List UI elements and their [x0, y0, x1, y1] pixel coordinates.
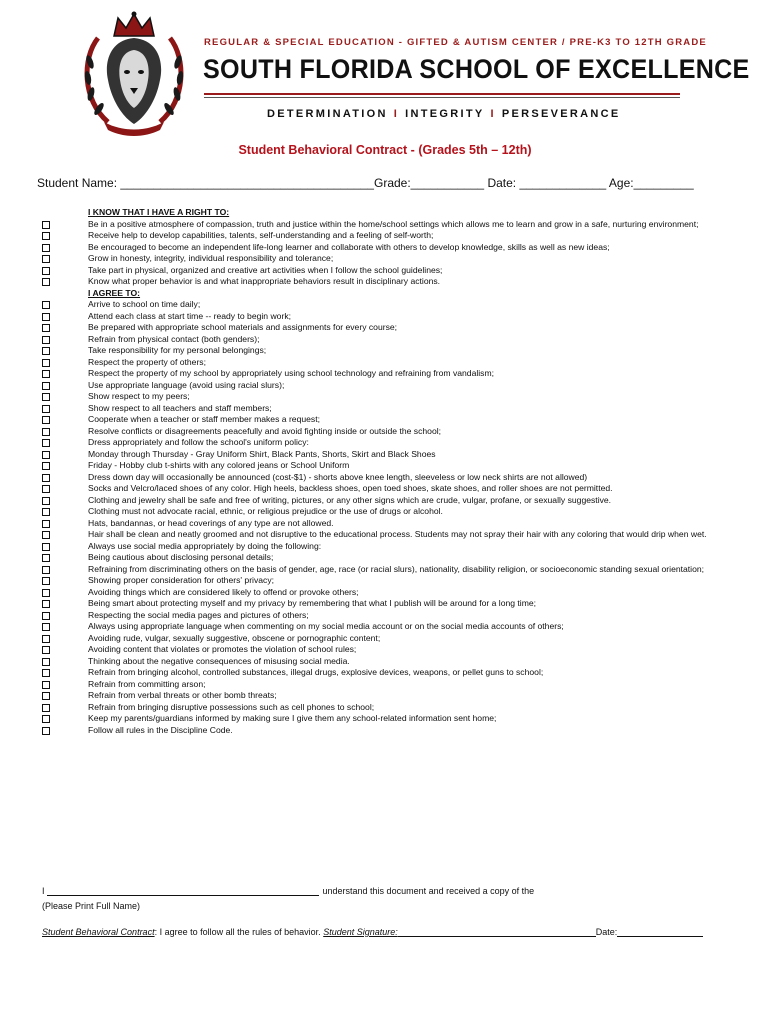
list-item	[42, 552, 762, 564]
checkbox[interactable]	[42, 520, 50, 528]
section-heading	[42, 288, 762, 300]
checkbox[interactable]	[42, 301, 50, 309]
checkbox[interactable]	[42, 267, 50, 275]
list-item	[42, 702, 762, 714]
list-item	[42, 483, 762, 495]
list-item-text: Respect the property of others;	[88, 356, 206, 367]
checkbox[interactable]	[42, 589, 50, 597]
checkbox[interactable]	[42, 221, 50, 229]
grade-field[interactable]: Grade:___________	[373, 176, 485, 190]
motto-separator: I	[490, 108, 496, 120]
student-name-field[interactable]: Student Name: ______________________________________	[37, 176, 374, 190]
checkbox[interactable]	[42, 623, 50, 631]
list-item	[42, 541, 762, 553]
checkbox[interactable]	[42, 612, 50, 620]
list-item-text: Always use social media appropriately by doing the following:	[88, 540, 322, 551]
contract-label: Student Behavioral Contract	[42, 927, 155, 937]
checkbox[interactable]	[42, 715, 50, 723]
checkbox[interactable]	[42, 324, 50, 332]
header-divider-thin	[204, 97, 680, 98]
contract-list	[42, 207, 762, 736]
signature-line	[42, 927, 703, 937]
list-item	[42, 575, 762, 587]
list-item	[42, 357, 762, 369]
signature-label: Student Signature:	[323, 927, 398, 937]
section-heading-text: I KNOW THAT I HAVE A RIGHT TO:	[88, 207, 230, 217]
list-item-text: Refrain from physical contact (both genders);	[88, 333, 260, 344]
list-item	[42, 529, 762, 541]
list-item-text: Thinking about the negative consequences of misusing social media.	[88, 655, 350, 666]
list-item-text: Refrain from bringing disruptive possessions such as cell phones to school;	[88, 701, 375, 712]
list-item	[42, 265, 762, 277]
list-item-text: Be prepared with appropriate school materials and assignments for every course;	[88, 322, 398, 332]
list-item-text: Refrain from bringing alcohol, controlled substances, illegal drugs, explosive devices, weapons, or pellet guns to school;	[88, 667, 544, 677]
list-item	[42, 426, 762, 438]
checkbox[interactable]	[42, 393, 50, 401]
list-item	[42, 725, 762, 737]
list-item	[42, 368, 762, 380]
checkbox[interactable]	[42, 543, 50, 551]
list-item	[42, 679, 762, 691]
list-item-text: Dress down day will occasionally be announced (cost-$1) - shorts above knee length, sleeveless or low neck shirts are not allowed)	[88, 471, 588, 482]
checkbox[interactable]	[42, 681, 50, 689]
student-info-line	[37, 176, 694, 190]
list-item-text: Dress appropriately and follow the school's uniform policy:	[88, 437, 309, 447]
header-divider	[204, 93, 680, 95]
school-motto	[267, 108, 621, 120]
checkbox[interactable]	[42, 416, 50, 424]
list-item-text: Respect the property of my school by appropriately using school technology and refraining from vandalism;	[88, 368, 495, 378]
list-item-text: Clothing must not advocate racial, ethnic, or religious prejudice or the use of drugs or alcohol.	[88, 506, 443, 516]
list-item-text: Avoiding rude, vulgar, sexually suggestive, obscene or pornographic content;	[88, 632, 381, 643]
checkbox[interactable]	[42, 232, 50, 240]
list-item-text: Be encouraged to become an independent life-long learner and collaborate with others to develop knowledge, skills as well as new ideas;	[88, 241, 610, 252]
motto-word: DETERMINATION	[267, 108, 388, 120]
list-item-text: Attend each class at start time -- ready to begin work;	[88, 310, 291, 321]
checkbox[interactable]	[42, 658, 50, 666]
full-name-field[interactable]	[47, 886, 319, 896]
list-item	[42, 380, 762, 392]
checkbox[interactable]	[42, 635, 50, 643]
list-item-text: Show respect to my peers;	[88, 391, 190, 401]
header-programs-line: REGULAR & SPECIAL EDUCATION - GIFTED & AUTISM CENTER / PRE-K3 TO 12TH GRADE	[204, 37, 707, 48]
list-item	[42, 518, 762, 530]
list-item-text: Be in a positive atmosphere of compassion, truth and justice within the home/school settings which allows me to learn and grow in a safe, nurturing environment;	[88, 218, 699, 229]
checkbox[interactable]	[42, 646, 50, 654]
cert-suffix: understand this document and received a copy of the	[322, 886, 535, 896]
list-item	[42, 253, 762, 265]
list-item	[42, 495, 762, 507]
school-name: SOUTH FLORIDA SCHOOL OF EXCELLENCE	[203, 54, 750, 84]
list-item-text: Monday through Thursday - Gray Uniform Shirt, Black Pants, Shorts, Skirt and Black Shoes	[88, 448, 436, 459]
list-item-text: Refrain from verbal threats or other bomb threats;	[88, 690, 277, 700]
list-item-text: Being cautious about disclosing personal details;	[88, 552, 274, 562]
list-item	[42, 230, 762, 242]
list-item-text: Always using appropriate language when commenting on my social media account or on the social media accounts of others;	[88, 621, 564, 631]
list-item-text: Arrive to school on time daily;	[88, 299, 201, 309]
section-heading-text: I AGREE TO:	[88, 287, 141, 298]
list-item	[42, 403, 762, 415]
list-item-text: Refraining from discriminating others on the basis of gender, age, race (or racial slurs), nationality, disability religion, or socioeconomic standing sexual orientation;	[88, 563, 705, 574]
checkbox[interactable]	[42, 347, 50, 355]
certification-line	[42, 886, 534, 896]
list-item	[42, 564, 762, 576]
cert-subcaption: (Please Print Full Name)	[42, 901, 141, 911]
list-item-text: Being smart about protecting myself and my privacy by remembering that what I publish will be around for a long time;	[88, 598, 537, 608]
checkbox[interactable]	[42, 600, 50, 608]
list-item-text: Receive help to develop capabilities, talents, self-understanding and a feeling of self-worth;	[88, 230, 434, 240]
checkbox[interactable]	[42, 474, 50, 482]
list-item	[42, 437, 762, 449]
list-item-text: Keep my parents/guardians informed by making sure I give them any school-related information sent home;	[88, 713, 497, 723]
list-item	[42, 633, 762, 645]
list-item	[42, 219, 762, 231]
list-item-text: Know what proper behavior is and what inappropriate behaviors result in disciplinary actions.	[88, 276, 441, 286]
checkbox[interactable]	[42, 566, 50, 574]
checkbox[interactable]	[42, 428, 50, 436]
school-logo	[78, 10, 190, 138]
list-item-text: Respecting the social media pages and pictures of others;	[88, 609, 309, 620]
section-heading	[42, 207, 762, 219]
list-item	[42, 345, 762, 357]
list-item	[42, 276, 762, 288]
list-item	[42, 460, 762, 472]
list-item-text: Resolve conflicts or disagreements peacefully and avoid fighting inside or outside the school;	[88, 425, 442, 436]
checkbox[interactable]	[42, 704, 50, 712]
motto-word: PERSEVERANCE	[501, 108, 621, 120]
list-item-text: Use appropriate language (avoid using racial slurs);	[88, 379, 285, 390]
list-item-text: Socks and Velcro/laced shoes of any color. High heels, backless shoes, open toed shoes, skate shoes, and roller shoes are not permitted.	[88, 483, 613, 493]
list-item-text: Clothing and jewelry shall be safe and free of writing, pictures, or any other signs which are crude, vulgar, profane, or sexually suggestive.	[88, 494, 612, 505]
checkbox[interactable]	[42, 508, 50, 516]
list-item	[42, 587, 762, 599]
checkbox[interactable]	[42, 359, 50, 367]
checkbox[interactable]	[42, 439, 50, 447]
list-item	[42, 472, 762, 484]
list-item-text: Cooperate when a teacher or staff member makes a request;	[88, 414, 320, 424]
contract-title: Student Behavioral Contract - (Grades 5th – 12th)	[238, 143, 532, 157]
list-item	[42, 598, 762, 610]
checkbox[interactable]	[42, 531, 50, 539]
list-item-text: Show respect to all teachers and staff members;	[88, 402, 272, 413]
date-field[interactable]: Date: _____________	[487, 176, 607, 190]
list-item-text: Avoiding things which are considered likely to offend or provoke others;	[88, 586, 359, 597]
list-item	[42, 667, 762, 679]
list-item-text: Avoiding content that violates or promotes the violation of school rules;	[88, 644, 357, 654]
list-item	[42, 391, 762, 403]
checkbox[interactable]	[42, 577, 50, 585]
list-item-text: Grow in honesty, integrity, individual responsibility and tolerance;	[88, 253, 334, 263]
checkbox[interactable]	[42, 669, 50, 677]
signature-date-field[interactable]	[617, 927, 703, 937]
list-item	[42, 414, 762, 426]
list-item	[42, 299, 762, 311]
agreement-text: : I agree to follow all the rules of behavior.	[154, 927, 321, 937]
checkbox[interactable]	[42, 554, 50, 562]
list-item-text: Take responsibility for my personal belongings;	[88, 345, 267, 355]
list-item-text: Refrain from committing arson;	[88, 678, 206, 689]
list-item-text: Hats, bandannas, or head coverings of any type are not allowed.	[88, 517, 334, 528]
list-item	[42, 610, 762, 622]
cert-prefix: I	[42, 886, 45, 896]
list-item	[42, 656, 762, 668]
list-item	[42, 506, 762, 518]
checkbox[interactable]	[42, 382, 50, 390]
age-field[interactable]: Age:_________	[608, 176, 694, 190]
checkbox[interactable]	[42, 451, 50, 459]
checkbox[interactable]	[42, 370, 50, 378]
motto-word: INTEGRITY	[405, 108, 485, 120]
list-item	[42, 644, 762, 656]
list-item	[42, 322, 762, 334]
list-item-text: Follow all rules in the Discipline Code.	[88, 724, 233, 735]
list-item	[42, 449, 762, 461]
checkbox[interactable]	[42, 462, 50, 470]
list-item	[42, 242, 762, 254]
list-item-text: Showing proper consideration for others' privacy;	[88, 575, 275, 585]
checkbox[interactable]	[42, 313, 50, 321]
list-item-text: Take part in physical, organized and creative art activities when I follow the school guidelines;	[88, 264, 443, 275]
list-item	[42, 690, 762, 702]
signature-field[interactable]	[398, 927, 596, 937]
list-item-text: Friday - Hobby club t-shirts with any colored jeans or School Uniform	[88, 460, 350, 470]
list-item	[42, 311, 762, 323]
list-item-text: Hair shall be clean and neatly groomed and not disruptive to the educational process. Students may not spray their hair with any coloring that would drip when wet.	[88, 529, 707, 539]
list-item	[42, 621, 762, 633]
checkbox[interactable]	[42, 497, 50, 505]
checkbox[interactable]	[42, 727, 50, 735]
list-item	[42, 334, 762, 346]
motto-separator: I	[393, 108, 400, 120]
checkbox[interactable]	[42, 244, 50, 252]
checkbox[interactable]	[42, 405, 50, 413]
checkbox[interactable]	[42, 692, 50, 700]
list-item	[42, 713, 762, 725]
date-label: Date:	[595, 927, 618, 937]
checkbox[interactable]	[42, 336, 50, 344]
checkbox[interactable]	[42, 278, 50, 286]
checkbox[interactable]	[42, 255, 50, 263]
checkbox[interactable]	[42, 485, 50, 493]
